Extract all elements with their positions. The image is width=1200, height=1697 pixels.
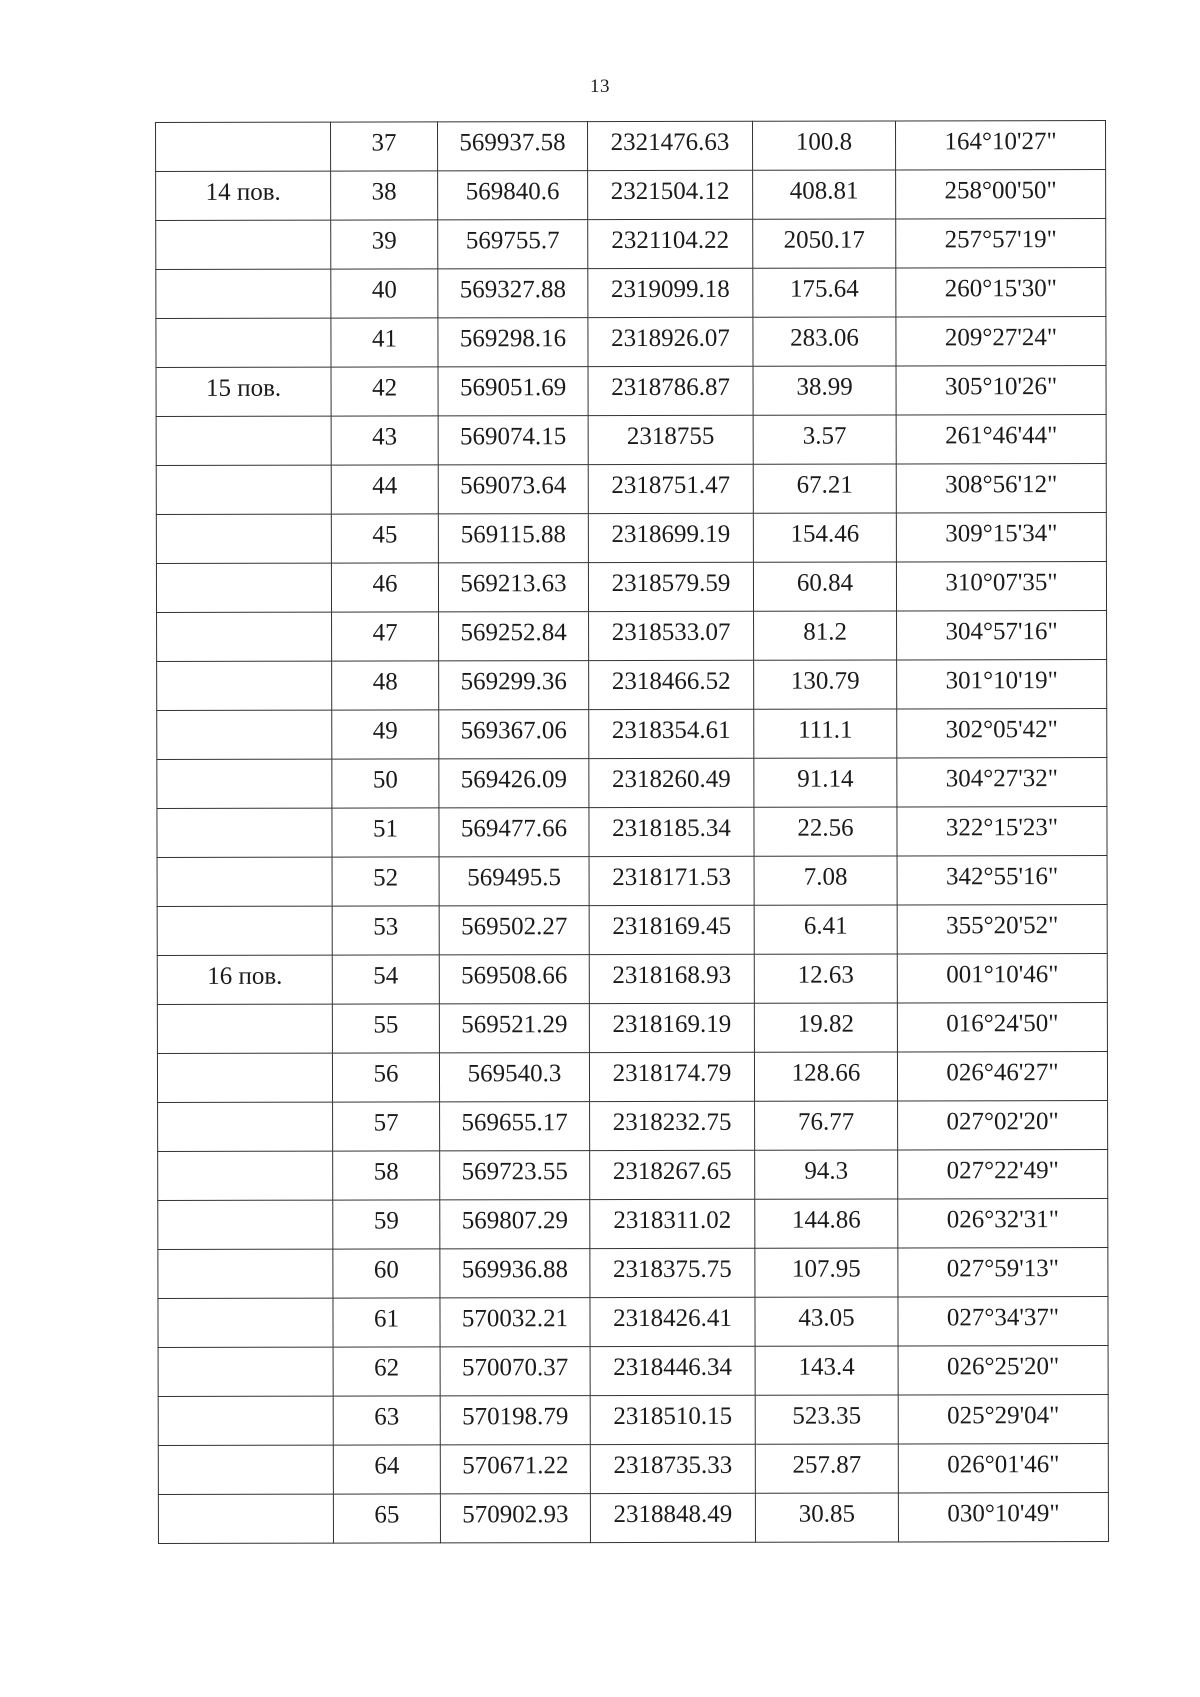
angle-cell: 305°10'26" [896,366,1106,415]
distance-cell: 67.21 [753,464,896,513]
point-number-cell: 45 [331,514,438,563]
point-number-cell: 59 [333,1200,440,1249]
angle-cell: 027°02'20" [898,1101,1108,1150]
point-number-cell: 55 [332,1004,439,1053]
x-coordinate-cell: 569299.36 [439,661,589,710]
distance-cell: 408.81 [753,170,896,219]
distance-cell: 130.79 [754,660,897,709]
angle-cell: 209°27'24" [896,317,1106,366]
turn-label-cell [156,514,331,563]
y-coordinate-cell: 2321504.12 [588,170,753,219]
point-number-cell: 37 [331,122,438,171]
table-row [158,1248,1108,1299]
distance-cell: 154.46 [753,513,896,562]
turn-label-cell [158,1396,333,1445]
angle-cell: 027°22'49" [898,1150,1108,1199]
y-coordinate-cell: 2318755 [588,415,753,464]
angle-cell: 310°07'35" [896,562,1106,611]
table-row [157,660,1107,711]
y-coordinate-cell: 2321476.63 [588,121,753,170]
distance-cell: 81.2 [754,611,897,660]
point-number-cell: 60 [333,1249,440,1298]
turn-label-cell [156,318,331,367]
coordinates-table [155,120,1109,1544]
angle-cell: 026°32'31" [898,1199,1108,1248]
x-coordinate-cell: 569840.6 [438,171,588,220]
turn-label-cell [157,808,332,857]
angle-cell: 301°10'19" [897,660,1107,709]
y-coordinate-cell: 2318751.47 [588,464,753,513]
turn-label-cell [158,1298,333,1347]
angle-cell: 026°01'46" [898,1444,1108,1493]
distance-cell: 43.05 [755,1297,898,1346]
turn-label-cell [157,857,332,906]
angle-cell: 001°10'46" [897,954,1107,1003]
x-coordinate-cell: 569495.5 [439,857,589,906]
y-coordinate-cell: 2318185.34 [589,807,754,856]
page-number: 13 [590,76,610,97]
y-coordinate-cell: 2318174.79 [589,1052,754,1101]
point-number-cell: 53 [332,906,439,955]
point-number-cell: 56 [332,1053,439,1102]
angle-cell: 309°15'34" [896,513,1106,562]
turn-label-cell [158,1445,333,1494]
distance-cell: 143.4 [755,1346,898,1395]
turn-label-cell [157,1053,332,1102]
x-coordinate-cell: 569755.7 [438,220,588,269]
table-row [157,856,1107,907]
point-number-cell: 49 [332,710,439,759]
turn-label-cell [157,759,332,808]
turn-label-cell [158,1249,333,1298]
distance-cell: 38.99 [753,366,896,415]
y-coordinate-cell: 2318735.33 [590,1444,755,1493]
distance-cell: 257.87 [755,1444,898,1493]
x-coordinate-cell: 569521.29 [439,1004,589,1053]
angle-cell: 258°00'50" [896,170,1106,219]
distance-cell: 3.57 [753,415,896,464]
x-coordinate-cell: 569252.84 [439,612,589,661]
turn-label-cell: 15 пов. [156,367,331,416]
y-coordinate-cell: 2318926.07 [588,317,753,366]
point-number-cell: 64 [333,1445,440,1494]
table-row [158,1395,1108,1446]
table-row [158,1493,1108,1544]
x-coordinate-cell: 569936.88 [440,1249,590,1298]
y-coordinate-cell: 2318354.61 [589,709,754,758]
point-number-cell: 62 [333,1347,440,1396]
table-row [158,1199,1108,1250]
x-coordinate-cell: 569477.66 [439,808,589,857]
turn-label-cell [157,906,332,955]
x-coordinate-cell: 569074.15 [438,416,588,465]
point-number-cell: 65 [333,1494,440,1543]
table-row [157,1052,1107,1103]
angle-cell: 016°24'50" [897,1003,1107,1052]
angle-cell: 304°27'32" [897,758,1107,807]
point-number-cell: 42 [331,367,438,416]
turn-label-cell: 14 пов. [156,171,331,220]
y-coordinate-cell: 2318267.65 [590,1150,755,1199]
turn-label-cell: 16 пов. [157,955,332,1004]
distance-cell: 6.41 [754,905,897,954]
angle-cell: 261°46'44" [896,415,1106,464]
angle-cell: 025°29'04" [898,1395,1108,1444]
distance-cell: 175.64 [753,268,896,317]
table-row [157,758,1107,809]
y-coordinate-cell: 2318786.87 [588,366,753,415]
distance-cell: 111.1 [754,709,897,758]
distance-cell: 76.77 [755,1101,898,1150]
angle-cell: 322°15'23" [897,807,1107,856]
table-row [157,611,1107,662]
distance-cell: 30.85 [755,1493,898,1542]
table-row [156,562,1106,613]
turn-label-cell [157,1004,332,1053]
angle-cell: 164°10'27" [895,121,1105,170]
x-coordinate-cell: 570671.22 [440,1445,590,1494]
point-number-cell: 61 [333,1298,440,1347]
turn-label-cell [158,1151,333,1200]
distance-cell: 91.14 [754,758,897,807]
table-row [158,1444,1108,1495]
turn-label-cell [157,661,332,710]
x-coordinate-cell: 569298.16 [438,318,588,367]
x-coordinate-cell: 569426.09 [439,759,589,808]
table-row [156,464,1106,515]
table-row [156,121,1106,172]
x-coordinate-cell: 570198.79 [440,1396,590,1445]
angle-cell: 027°34'37" [898,1297,1108,1346]
y-coordinate-cell: 2318699.19 [588,513,753,562]
turn-label-cell [158,1347,333,1396]
distance-cell: 60.84 [753,562,896,611]
y-coordinate-cell: 2318169.45 [589,905,754,954]
x-coordinate-cell: 569540.3 [439,1053,589,1102]
angle-cell: 302°05'42" [897,709,1107,758]
x-coordinate-cell: 569073.64 [438,465,588,514]
distance-cell: 523.35 [755,1395,898,1444]
x-coordinate-cell: 570070.37 [440,1347,590,1396]
y-coordinate-cell: 2318426.41 [590,1297,755,1346]
distance-cell: 12.63 [754,954,897,1003]
x-coordinate-cell: 569213.63 [438,563,588,612]
y-coordinate-cell: 2318579.59 [588,562,753,611]
turn-label-cell [156,563,331,612]
point-number-cell: 43 [331,416,438,465]
distance-cell: 128.66 [754,1052,897,1101]
table-row [157,807,1107,858]
angle-cell: 026°46'27" [897,1052,1107,1101]
x-coordinate-cell: 569807.29 [440,1200,590,1249]
x-coordinate-cell: 569655.17 [440,1102,590,1151]
y-coordinate-cell: 2318168.93 [589,954,754,1003]
point-number-cell: 52 [332,857,439,906]
y-coordinate-cell: 2318171.53 [589,856,754,905]
angle-cell: 027°59'13" [898,1248,1108,1297]
point-number-cell: 57 [333,1102,440,1151]
x-coordinate-cell: 569327.88 [438,269,588,318]
x-coordinate-cell: 569051.69 [438,367,588,416]
table-row [158,1346,1108,1397]
y-coordinate-cell: 2318446.34 [590,1346,755,1395]
table-row [156,219,1106,270]
point-number-cell: 54 [332,955,439,1004]
x-coordinate-cell: 569937.58 [438,122,588,171]
distance-cell: 94.3 [755,1150,898,1199]
y-coordinate-cell: 2318510.15 [590,1395,755,1444]
table-row [157,709,1107,760]
y-coordinate-cell: 2318466.52 [589,660,754,709]
point-number-cell: 51 [332,808,439,857]
angle-cell: 308°56'12" [896,464,1106,513]
distance-cell: 2050.17 [753,219,896,268]
point-number-cell: 38 [331,171,438,220]
turn-label-cell [157,612,332,661]
table-row [156,513,1106,564]
angle-cell: 257°57'19" [896,219,1106,268]
distance-cell: 107.95 [755,1248,898,1297]
table-row [156,268,1106,319]
x-coordinate-cell: 569502.27 [439,906,589,955]
point-number-cell: 41 [331,318,438,367]
angle-cell: 304°57'16" [897,611,1107,660]
distance-cell: 283.06 [753,317,896,366]
y-coordinate-cell: 2318311.02 [590,1199,755,1248]
angle-cell: 342°55'16" [897,856,1107,905]
x-coordinate-cell: 570032.21 [440,1298,590,1347]
turn-label-cell [156,465,331,514]
angle-cell: 026°25'20" [898,1346,1108,1395]
table-row [156,317,1106,368]
point-number-cell: 63 [333,1396,440,1445]
turn-label-cell [156,220,331,269]
turn-label-cell [158,1494,333,1543]
y-coordinate-cell: 2321104.22 [588,219,753,268]
y-coordinate-cell: 2318232.75 [590,1101,755,1150]
x-coordinate-cell: 569723.55 [440,1151,590,1200]
turn-label-cell [158,1200,333,1249]
x-coordinate-cell: 569367.06 [439,710,589,759]
table-row [157,954,1107,1005]
table-row [158,1150,1108,1201]
point-number-cell: 44 [331,465,438,514]
distance-cell: 100.8 [752,121,895,170]
angle-cell: 355°20'52" [897,905,1107,954]
table-row [158,1297,1108,1348]
x-coordinate-cell: 570902.93 [440,1494,590,1543]
distance-cell: 144.86 [755,1199,898,1248]
point-number-cell: 48 [332,661,439,710]
table-row [157,905,1107,956]
distance-cell: 7.08 [754,856,897,905]
y-coordinate-cell: 2318533.07 [589,611,754,660]
y-coordinate-cell: 2318260.49 [589,758,754,807]
turn-label-cell [156,269,331,318]
turn-label-cell [157,710,332,759]
y-coordinate-cell: 2318375.75 [590,1248,755,1297]
y-coordinate-cell: 2318169.19 [589,1003,754,1052]
x-coordinate-cell: 569508.66 [439,955,589,1004]
y-coordinate-cell: 2318848.49 [590,1493,755,1542]
angle-cell: 260°15'30" [896,268,1106,317]
table-row [156,415,1106,466]
table-row [156,366,1106,417]
turn-label-cell [156,416,331,465]
coordinates-table-body [156,121,1109,1544]
point-number-cell: 58 [333,1151,440,1200]
table-row [158,1101,1108,1152]
turn-label-cell [158,1102,333,1151]
point-number-cell: 40 [331,269,438,318]
x-coordinate-cell: 569115.88 [438,514,588,563]
table-row [156,170,1106,221]
point-number-cell: 46 [331,563,438,612]
distance-cell: 22.56 [754,807,897,856]
point-number-cell: 50 [332,759,439,808]
y-coordinate-cell: 2319099.18 [588,268,753,317]
distance-cell: 19.82 [754,1003,897,1052]
point-number-cell: 39 [331,220,438,269]
angle-cell: 030°10'49" [898,1493,1108,1542]
point-number-cell: 47 [332,612,439,661]
table-row [157,1003,1107,1054]
turn-label-cell [156,122,331,171]
